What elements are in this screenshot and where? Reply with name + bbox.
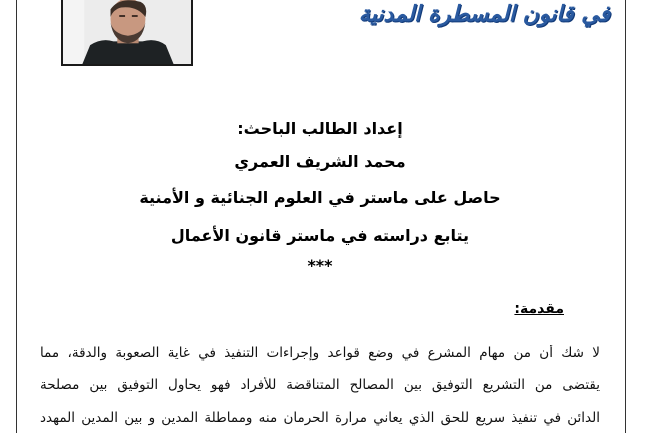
intro-line-1: لا شك أن من مهام المشرع في وضع قواعد وإجراءات التنفيذ في غاية الصعوبة والدقة، مما [40, 345, 600, 361]
prepared-by-label: إعداد الطالب الباحث: [237, 119, 403, 138]
author-degree: حاصل على ماستر في العلوم الجنائية و الأمنية [139, 188, 501, 207]
section-separator: *** [307, 256, 333, 275]
author-portrait-icon [63, 0, 191, 64]
intro-line-3: الدائن في تنفيذ سريع للحق الذي يعاني مرارة الحرمان منه ومماطلة المدين و بين المدين المهدد [40, 410, 600, 426]
author-photo [61, 0, 193, 66]
intro-heading: مقدمة: [514, 301, 564, 317]
intro-line-2: يقتضى من التشريع التوفيق بين المصالح المتناقضة للأفراد فهو يحاول التوفيق بين مصلحة [40, 377, 600, 393]
document-title: في قانون المسطرة المدنية [358, 2, 610, 27]
author-current-study: يتابع دراسته في ماستر قانون الأعمال [170, 226, 470, 245]
author-name: محمد الشريف العمري [234, 152, 406, 171]
